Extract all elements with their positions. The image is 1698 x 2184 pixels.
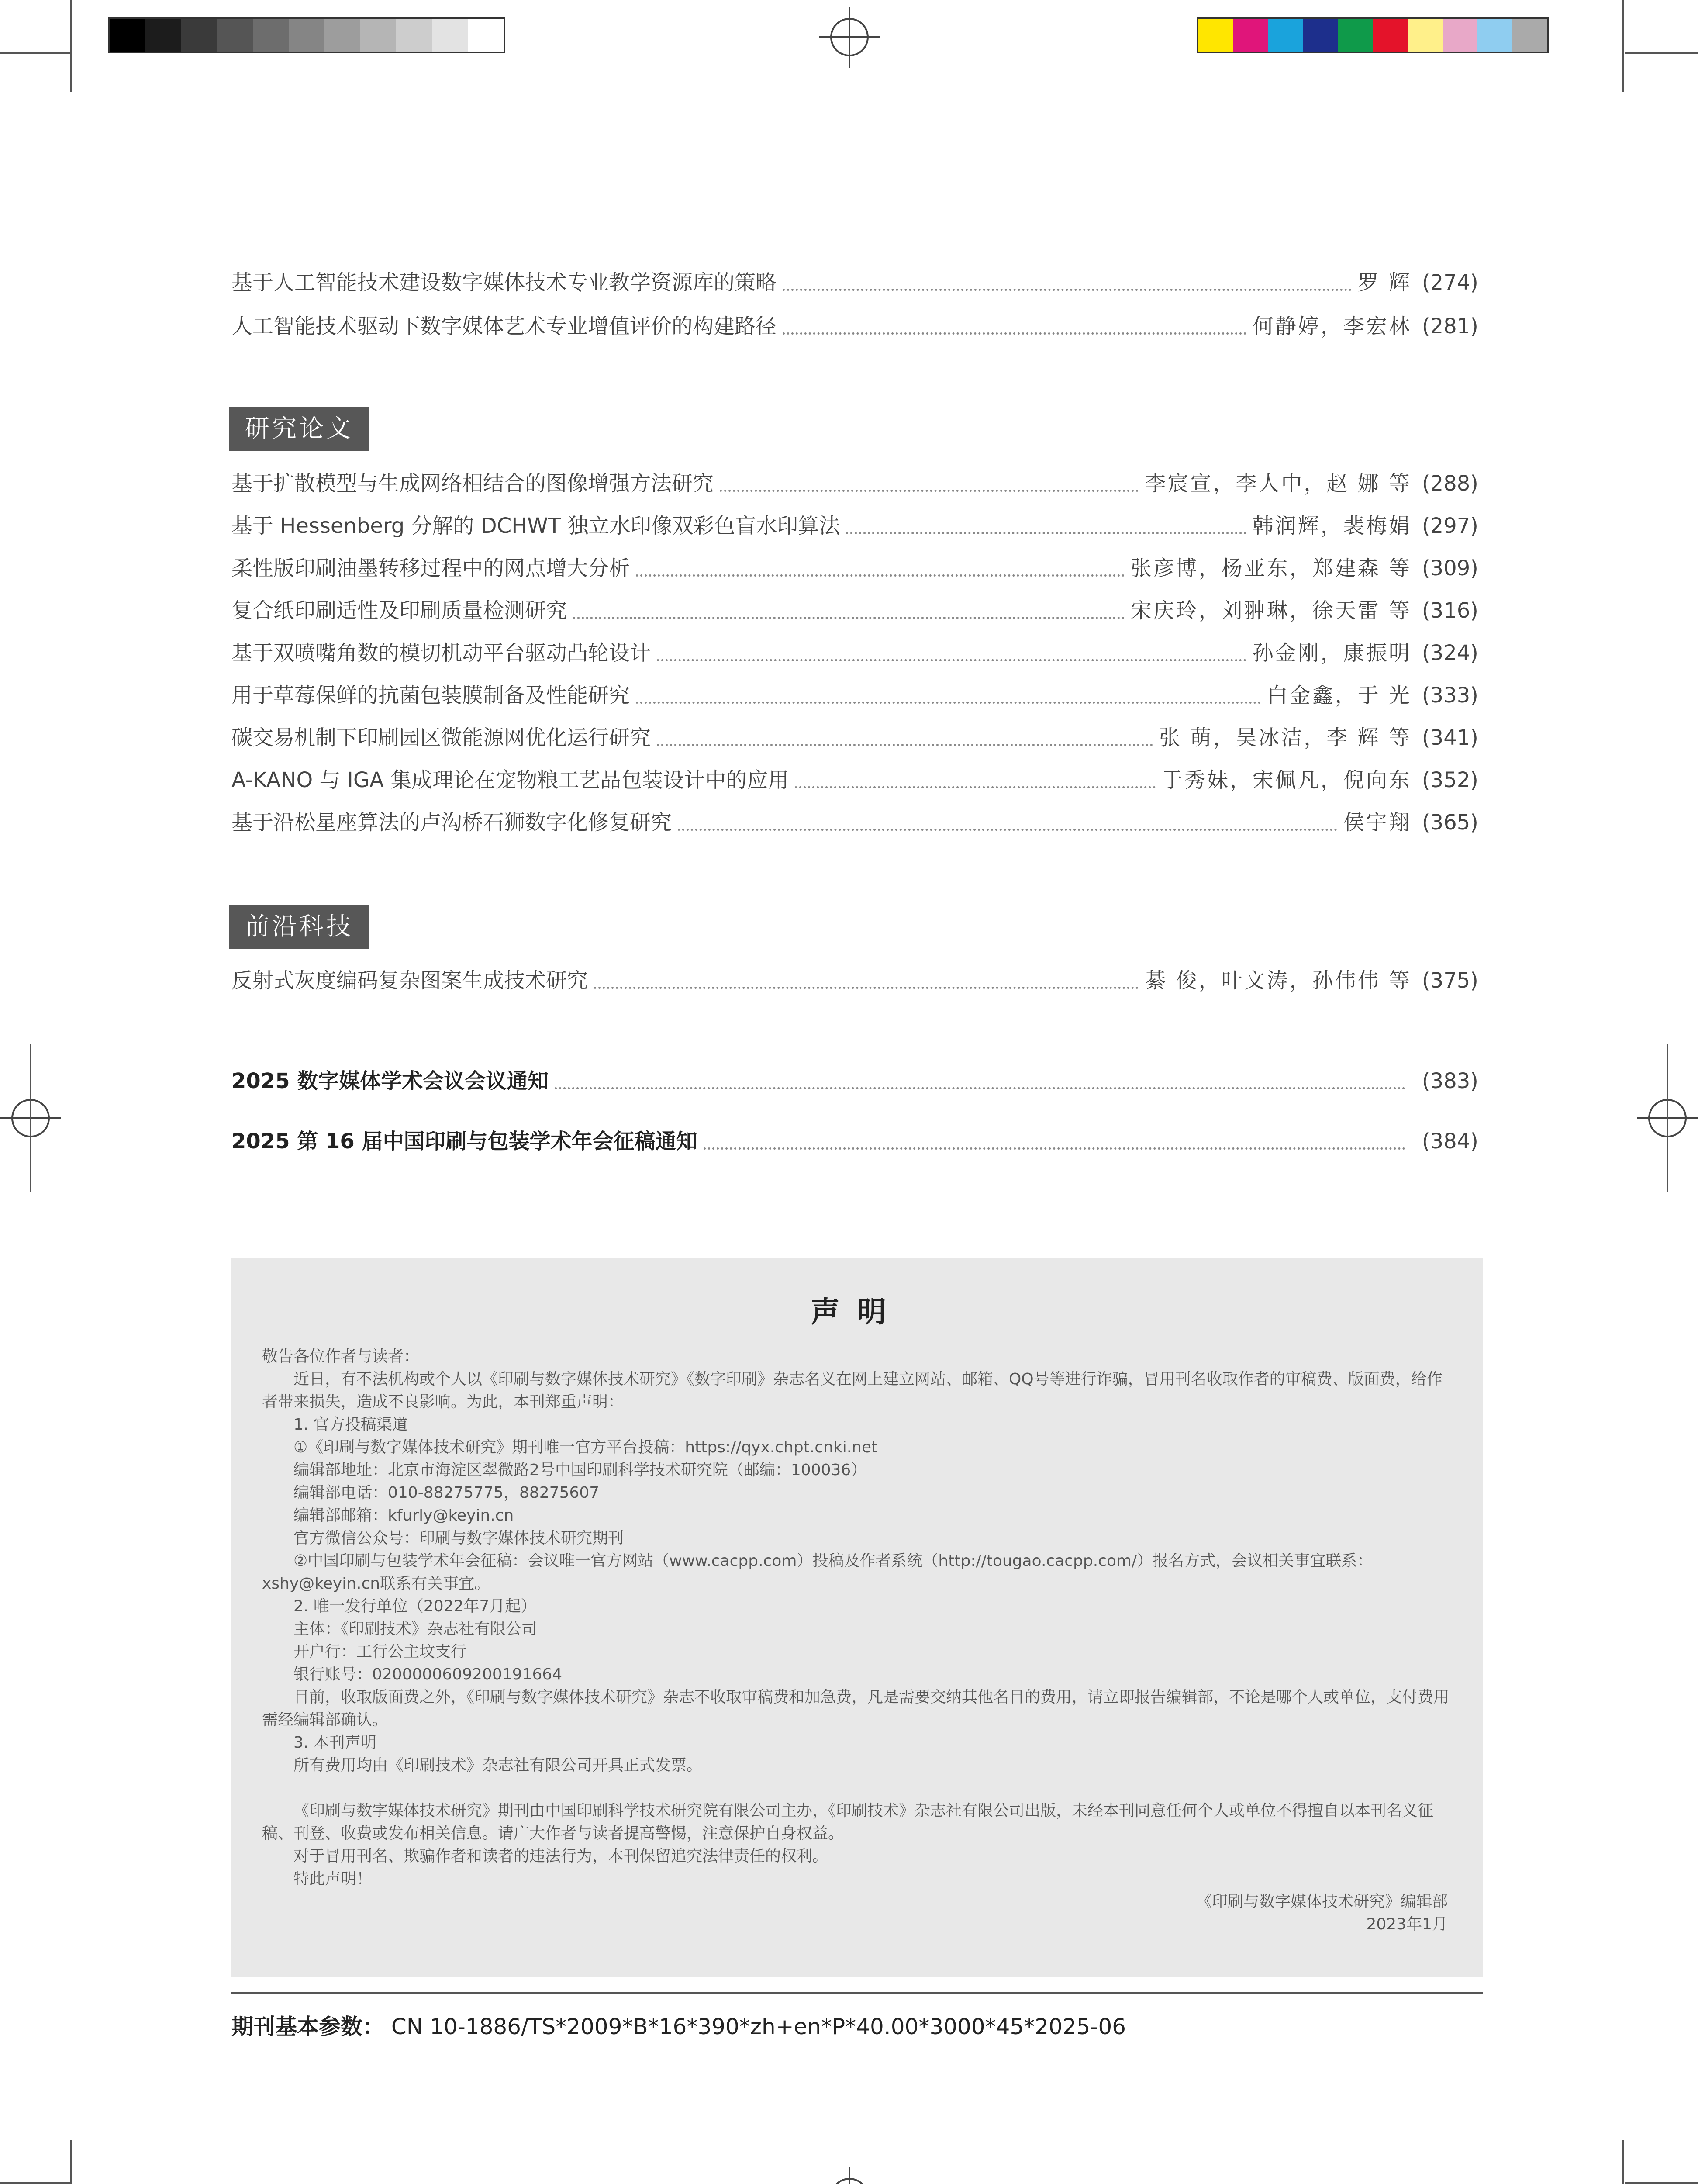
crop-mark-top-left-v (70, 0, 72, 92)
calibration-swatch (324, 19, 360, 52)
notice-signature: 《印刷与数字媒体技术研究》编辑部 (1196, 1893, 1448, 1911)
calibration-swatch (468, 19, 504, 52)
toc-notice-entry[interactable] (231, 1126, 1478, 1157)
toc-entry-authors: 李宸宣，李人中，赵 娜 等 (1145, 471, 1412, 496)
notice-line: ①《印刷与数字媒体技术研究》期刊唯一官方平台投稿：https://qyx.chpt.cnki.net (293, 1438, 878, 1456)
toc-entry-authors: 侯宇翔 (1343, 810, 1412, 835)
crop-mark-bottom-left-h (0, 2182, 70, 2184)
calibration-swatch (1338, 19, 1373, 52)
toc-entry-title: 碳交易机制下印刷园区微能源网优化运行研究 (231, 726, 651, 750)
toc-leader-dots (594, 987, 1139, 989)
crop-mark-bottom-right-v (1622, 2140, 1624, 2184)
toc-entry-authors: 韩润辉，裴梅娟 (1252, 514, 1412, 538)
calibration-swatch (1477, 19, 1512, 52)
toc-entry-authors: 张彦博，杨亚东，郑建森 等 (1130, 556, 1412, 581)
toc-entry-authors: 孙金刚，康振明 (1252, 641, 1412, 665)
toc-entry-title: A-KANO 与 IGA 集成理论在宠物粮工艺品包装设计中的应用 (231, 768, 789, 792)
toc-leader-dots (657, 659, 1246, 661)
toc-entry-title: 2025 数字媒体学术会议会议通知 (231, 1069, 549, 1093)
toc-entry-page: (384) (1422, 1129, 1478, 1154)
toc-entry-title: 基于双喷嘴角数的模切机动平台驱动凸轮设计 (231, 641, 651, 665)
crop-mark-top-right-h (1625, 52, 1698, 54)
toc-leader-dots (636, 702, 1261, 704)
notice-paragraph: 《印刷与数字媒体技术研究》期刊由中国印刷科学技术研究院有限公司主办，《印刷技术》杂志社有限公司出版，未经本刊同意任何个人或单位不得擅自以本刊名义征稿、刊登、收费或发布相关信息。请广大作者与读者提高警惕，注意保护自身权益。 (262, 1802, 1434, 1842)
toc-entry-authors: 于秀妹，宋佩凡，倪向东 (1161, 768, 1412, 792)
toc-entry-title: 基于沿松星座算法的卢沟桥石狮数字化修复研究 (231, 810, 672, 835)
notice-line: 开户行：工行公主坟支行 (293, 1643, 467, 1661)
toc-entry[interactable] (231, 965, 1478, 996)
section-heading-frontier: 前沿科技 (229, 905, 369, 949)
notice-line: 编辑部邮箱：kfurly@keyin.cn (293, 1507, 514, 1524)
notice-line: 编辑部电话：010-88275775，88275607 (293, 1484, 600, 1502)
toc-entry-page: (352) (1422, 768, 1478, 792)
registration-line-right (1667, 1044, 1668, 1192)
color-calibration-strip (1197, 17, 1549, 53)
base-params-label: 期刊基本参数： (231, 2014, 384, 2039)
toc-entry-page: (288) (1422, 471, 1478, 496)
toc-entry-page: (333) (1422, 683, 1478, 708)
toc-entry-page: (316) (1422, 598, 1478, 623)
toc-entry-title: 基于 Hessenberg 分解的 DCHWT 独立水印像双彩色盲水印算法 (231, 514, 840, 538)
journal-base-params (231, 2009, 1126, 2041)
toc-entry-title: 基于扩散模型与生成网络相结合的图像增强方法研究 (231, 471, 714, 496)
notice-item-heading: 1. 官方投稿渠道 (293, 1416, 408, 1434)
calibration-swatch (396, 19, 432, 52)
toc-entry[interactable] (231, 680, 1478, 711)
toc-leader-dots (657, 744, 1153, 746)
toc-entry[interactable] (231, 807, 1478, 838)
crop-mark-bottom-right-h (1625, 2182, 1698, 2184)
calibration-swatch (253, 19, 289, 52)
calibration-swatch (1198, 19, 1233, 52)
calibration-swatch (1443, 19, 1477, 52)
notice-line: 银行账号：0200000609200191664 (293, 1666, 563, 1683)
toc-entry-page: (375) (1422, 968, 1478, 993)
toc-entry-page: (365) (1422, 810, 1478, 835)
notice-paragraph: 近日，有不法机构或个人以《印刷与数字媒体技术研究》《数字印刷》杂志名义在网上建立网站、邮箱、QQ号等进行诈骗，冒用刊名收取作者的审稿费、版面费，给作者带来损失，造成不良影响。为此，本刊郑重声明： (262, 1370, 1443, 1411)
toc-entry-authors: 何静婷，李宏林 (1252, 314, 1412, 339)
notice-line: 目前，收取版面费之外，《印刷与数字媒体技术研究》杂志不收取审稿费和加急费，凡是需要交纳其他名目的费用，请立即报告编辑部，不论是哪个人或单位，支付费用需经编辑部确认。 (262, 1688, 1450, 1729)
toc-leader-dots (783, 332, 1246, 335)
toc-entry-page: (309) (1422, 556, 1478, 581)
toc-entry-title: 2025 第 16 届中国印刷与包装学术年会征稿通知 (231, 1129, 697, 1154)
calibration-swatch (145, 19, 181, 52)
calibration-swatch (1373, 19, 1408, 52)
toc-leader-dots (846, 532, 1246, 534)
divider-line (231, 1992, 1483, 1994)
toc-entry-page: (324) (1422, 641, 1478, 665)
notice-date: 2023年1月 (1366, 1915, 1448, 1933)
declaration-notice-box (231, 1258, 1483, 1977)
notice-line: 所有费用均由《印刷技术》杂志社有限公司开具正式发票。 (293, 1756, 703, 1774)
registration-line-left (30, 1044, 31, 1192)
calibration-swatch (432, 19, 468, 52)
calibration-swatch (360, 19, 396, 52)
notice-greeting: 敬告各位作者与读者： (262, 1348, 420, 1365)
crop-mark-top-left-h (0, 52, 70, 54)
notice-paragraph: 特此声明！ (293, 1870, 373, 1888)
registration-mark-top (819, 7, 880, 68)
toc-entry-title: 用于草莓保鲜的抗菌包装膜制备及性能研究 (231, 683, 630, 708)
toc-leader-dots (573, 617, 1125, 619)
notice-item-heading: 3. 本刊声明 (293, 1734, 376, 1752)
toc-entry-title: 反射式灰度编码复杂图案生成技术研究 (231, 968, 588, 993)
gray-calibration-strip (108, 17, 505, 53)
toc-leader-dots (795, 786, 1156, 788)
notice-line: ②中国印刷与包装学术年会征稿：会议唯一官方网站（www.cacpp.com）投稿及作者系统（http://tougao.cacpp.com/）报名方式，会议相关事宜联系：xshy@keyin.cn联系有关事宜。 (262, 1552, 1373, 1593)
notice-item-heading: 2. 唯一发行单位（2022年7月起） (293, 1597, 537, 1615)
toc-leader-dots (678, 829, 1337, 831)
toc-entry-authors: 宋庆玲，刘翀琳，徐天雷 等 (1130, 598, 1412, 623)
toc-entry-page: (341) (1422, 726, 1478, 750)
toc-entry-authors: 白金鑫，于 光 (1267, 683, 1412, 708)
notice-title: 声明 (811, 1295, 904, 1329)
toc-notice-entry[interactable] (231, 1066, 1478, 1096)
calibration-swatch (1408, 19, 1443, 52)
notice-line: 编辑部地址：北京市海淀区翠微路2号中国印刷科学技术研究院（邮编：100036） (293, 1461, 867, 1479)
notice-line: 官方微信公众号：印刷与数字媒体技术研究期刊 (293, 1529, 624, 1547)
toc-leader-dots (783, 289, 1352, 291)
toc-entry[interactable] (231, 511, 1478, 541)
toc-entry-page: (274) (1422, 270, 1478, 295)
toc-entry[interactable] (231, 267, 1478, 298)
toc-entry-page: (297) (1422, 514, 1478, 538)
toc-entry[interactable] (231, 765, 1478, 795)
toc-entry[interactable] (231, 468, 1478, 499)
crop-mark-top-right-v (1622, 0, 1624, 92)
toc-entry-title: 柔性版印刷油墨转移过程中的网点增大分析 (231, 556, 630, 581)
toc-entry-page: (281) (1422, 314, 1478, 339)
toc-entry-page: (383) (1422, 1069, 1478, 1093)
toc-entry-authors: 綦 俊，叶文涛，孙伟伟 等 (1145, 968, 1412, 993)
toc-entry[interactable] (231, 311, 1478, 342)
section-heading-research: 研究论文 (229, 407, 369, 451)
toc-entry[interactable] (231, 553, 1478, 584)
registration-mark-bottom (819, 2167, 880, 2184)
toc-entry[interactable] (231, 722, 1478, 753)
calibration-swatch (1303, 19, 1338, 52)
calibration-swatch (1512, 19, 1547, 52)
toc-leader-dots (720, 490, 1139, 492)
toc-entry-title: 基于人工智能技术建设数字媒体技术专业教学资源库的策略 (231, 270, 777, 295)
toc-entry-title: 人工智能技术驱动下数字媒体艺术专业增值评价的构建路径 (231, 314, 777, 339)
toc-leader-dots (636, 574, 1125, 577)
calibration-swatch (289, 19, 324, 52)
calibration-swatch (110, 19, 145, 52)
toc-leader-dots (704, 1147, 1405, 1150)
toc-leader-dots (555, 1087, 1405, 1089)
notice-paragraph: 对于冒用刊名、欺骗作者和读者的违法行为，本刊保留追究法律责任的权利。 (293, 1847, 828, 1865)
calibration-swatch (1233, 19, 1268, 52)
base-params-value: CN 10-1886/TS*2009*B*16*390*zh+en*P*40.00*3000*45*2025-06 (391, 2014, 1126, 2039)
notice-line: 主体：《印刷技术》杂志社有限公司 (293, 1620, 538, 1638)
notice-body (262, 1345, 1452, 1936)
toc-entry-title: 复合纸印刷适性及印刷质量检测研究 (231, 598, 567, 623)
calibration-swatch (217, 19, 253, 52)
calibration-swatch (181, 19, 217, 52)
toc-entry[interactable] (231, 638, 1478, 668)
toc-entry[interactable] (231, 595, 1478, 626)
crop-mark-bottom-left-v (70, 2140, 72, 2184)
toc-entry-authors: 罗 辉 (1357, 270, 1412, 295)
calibration-swatch (1268, 19, 1303, 52)
toc-entry-authors: 张 萌，吴冰洁，李 辉 等 (1159, 726, 1412, 750)
